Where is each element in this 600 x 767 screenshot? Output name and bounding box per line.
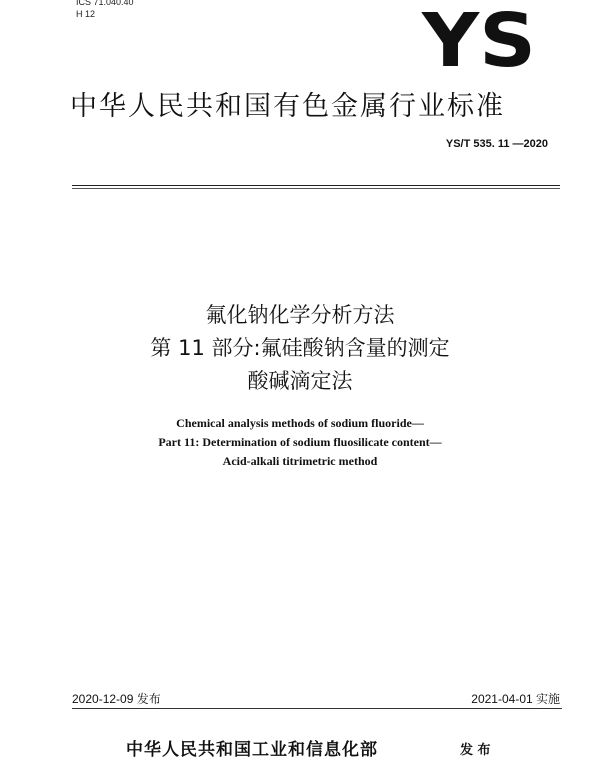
header-divider [72,185,560,186]
issuing-authority: 中华人民共和国工业和信息化部 [126,740,378,760]
footer-divider [72,708,562,709]
ics-code: ICS 71.040.40 [76,0,134,7]
ys-logo [420,8,538,70]
ccs-code: H 12 [76,9,96,19]
header-divider-thin [72,188,560,189]
chinese-title-line-3: 酸碱滴定法 [247,369,353,393]
org-title: 中华人民共和国有色金属行业标准 [70,91,505,122]
chinese-title-line-1: 氟化钠化学分析方法 [205,303,395,327]
english-title-line-2: Part 11: Determination of sodium fluosilicate content— [158,435,442,449]
classification-codes [76,0,134,20]
english-title-line-1: Chemical analysis methods of sodium fluoride— [176,416,424,430]
ys-logo-text: YS [420,8,536,70]
issue-date: 2020-12-09 发布 [72,692,161,706]
standard-number: YS/T 535. 11 —2020 [445,138,548,150]
implementation-date: 2021-04-01 实施 [471,692,560,706]
issuing-authority-suffix: 发 布 [460,743,491,758]
english-title-line-3: Acid-alkali titrimetric method [222,454,378,468]
chinese-title-line-2: 第 11 部分:氟硅酸钠含量的测定 [150,336,450,360]
